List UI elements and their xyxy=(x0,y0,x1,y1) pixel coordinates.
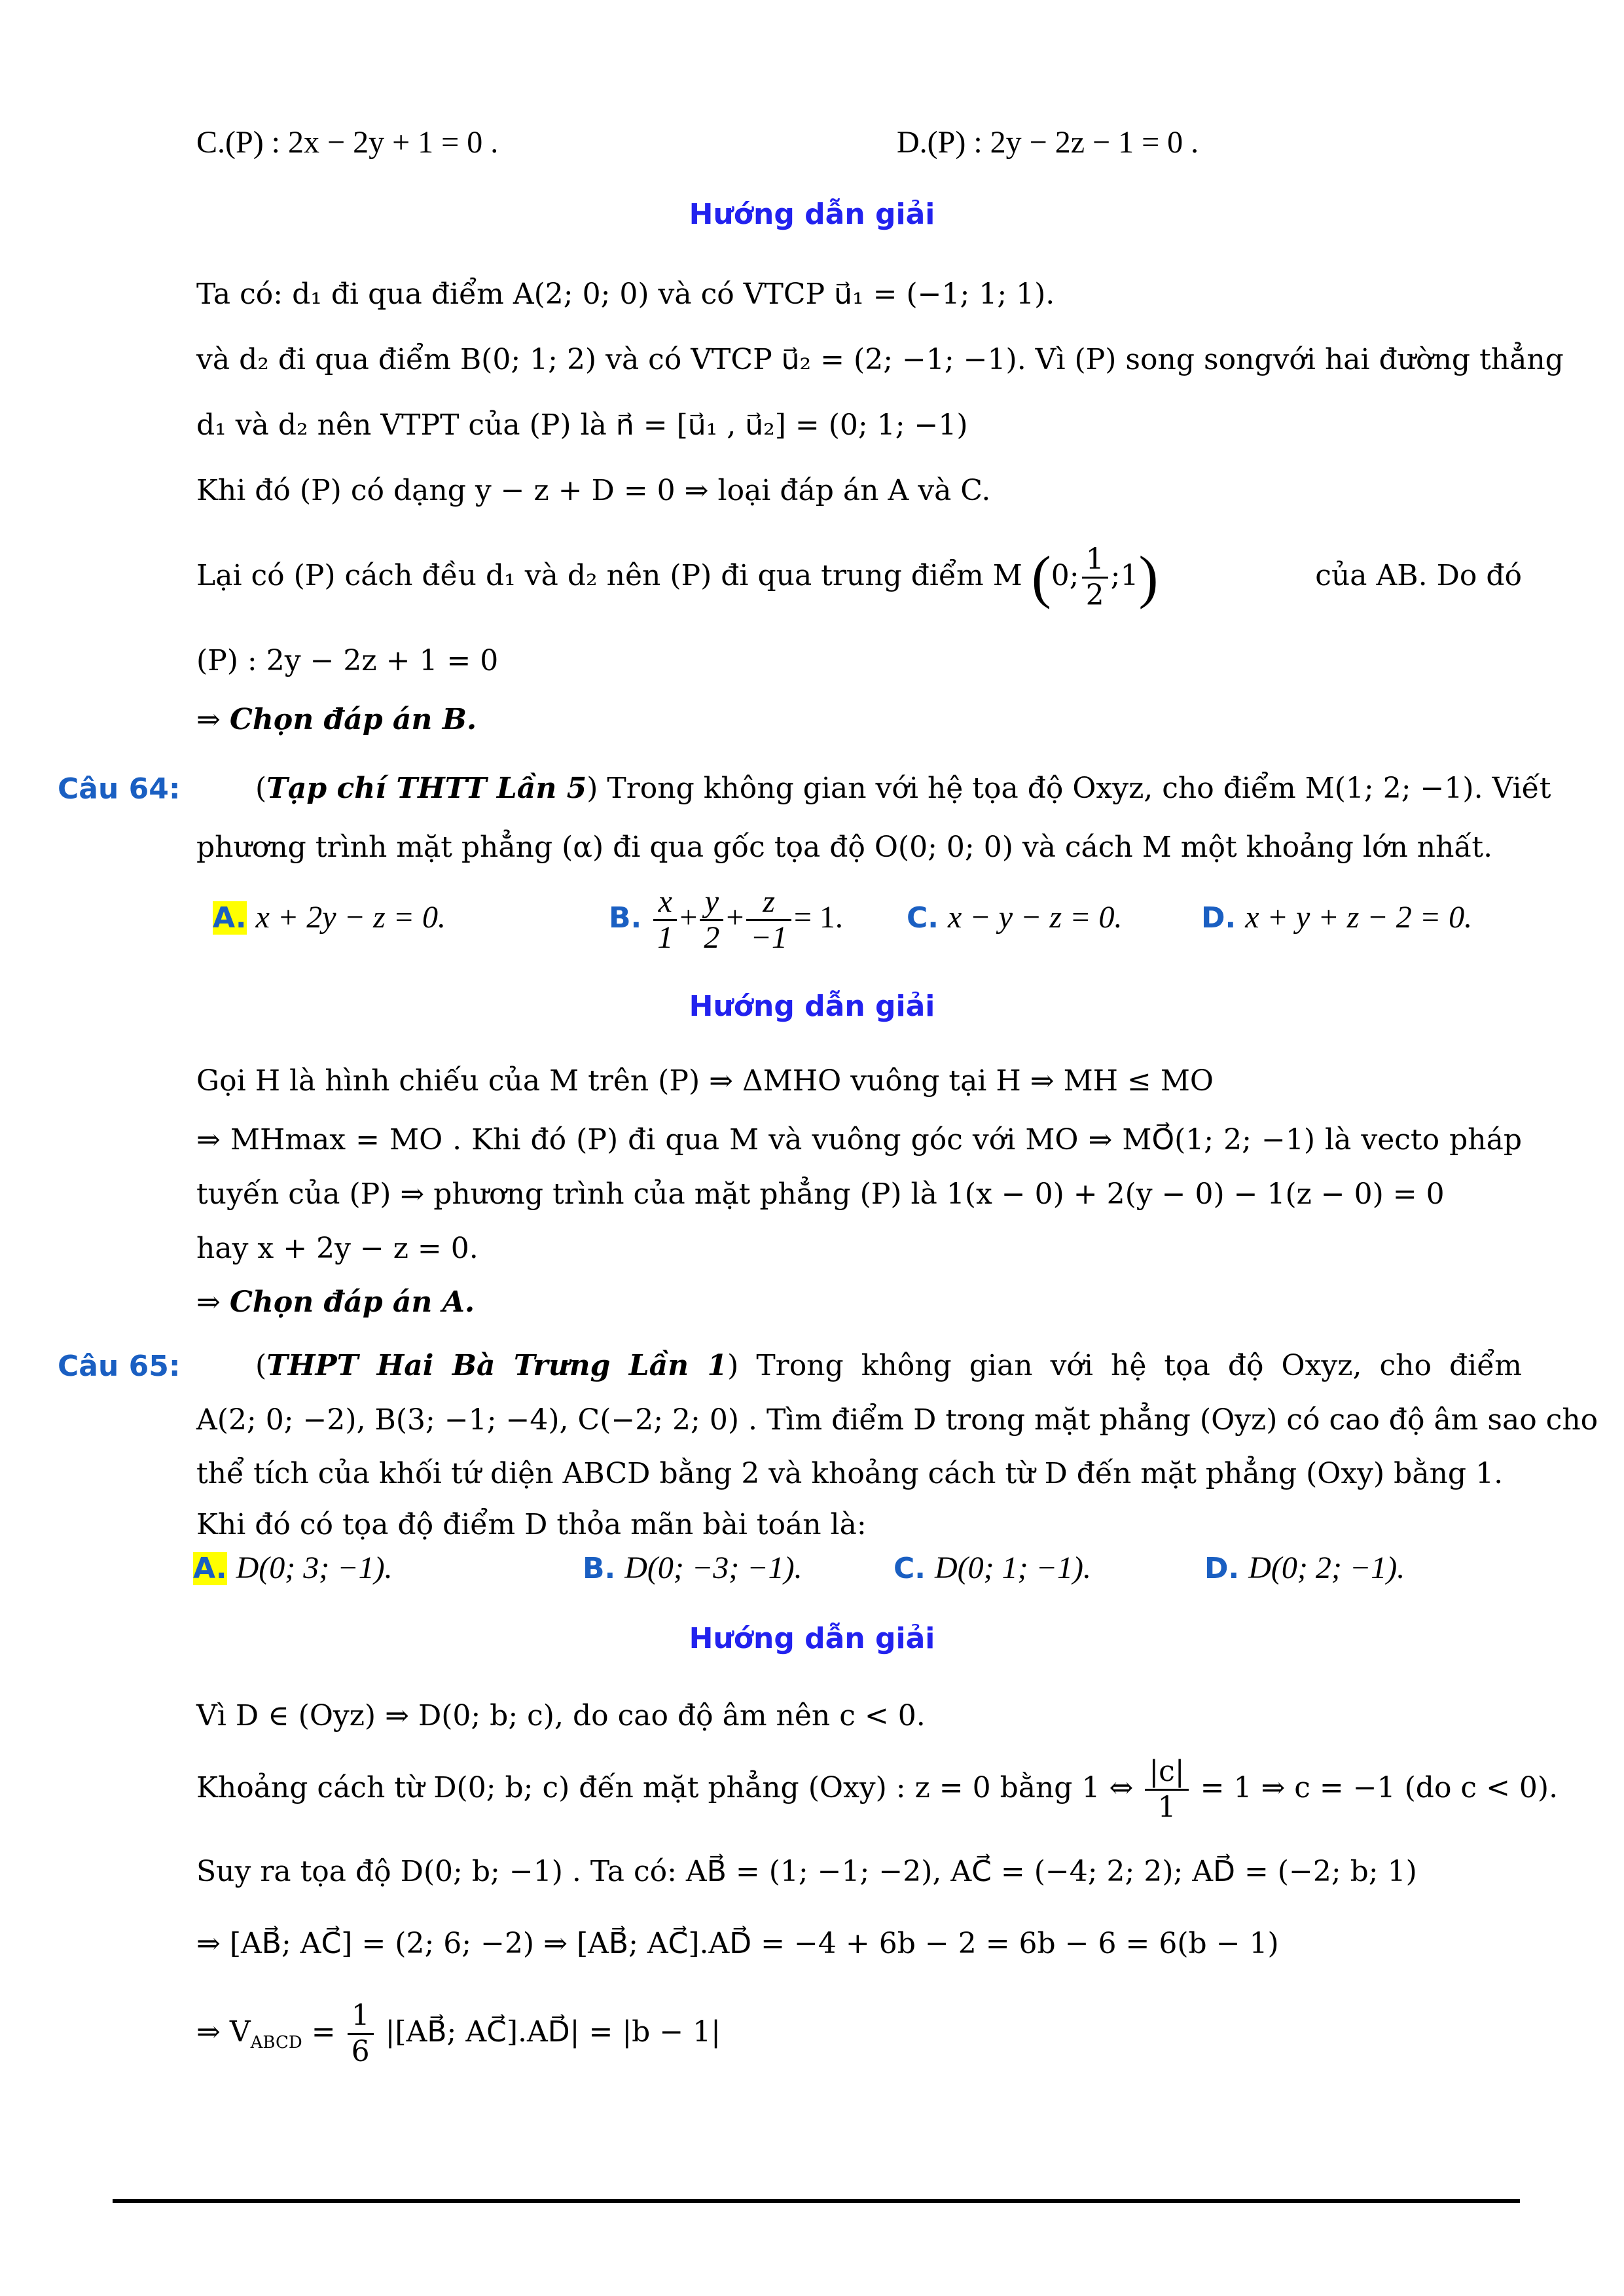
question-65-label: Câu 65: xyxy=(58,1350,181,1383)
q64-option-a[interactable] xyxy=(213,898,446,938)
implies-arrow: ⇒ xyxy=(196,1285,221,1319)
q64-solution-line-3: tuyến của (P) ⇒ phương trình của mặt phẳng (P) là 1(x − 0) + 2(y − 0) − 1(z − 0) = 0 xyxy=(196,1177,1445,1211)
fraction-denominator: 6 xyxy=(351,2035,370,2068)
q65-solution-line-1: Vì D ∈ (Oyz) ⇒ D(0; b; c), do cao độ âm nên c < 0. xyxy=(196,1699,926,1732)
question-65-line-4: Khi đó có tọa độ điểm D thỏa mãn bài toán là: xyxy=(196,1508,867,1541)
question-64-label: Câu 64: xyxy=(58,772,181,806)
implies-arrow: ⇒ xyxy=(196,703,221,736)
q64-solution-line-1: Gọi H là hình chiếu của M trên (P) ⇒ ΔMHO vuông tại H ⇒ MH ≤ MO xyxy=(196,1064,1214,1098)
q63-midpoint-left: 0; xyxy=(1051,559,1079,592)
fraction-numerator: 1 xyxy=(1082,543,1108,579)
q65-volume-eq: = xyxy=(302,2015,336,2049)
q63-midpoint-right: ;1 xyxy=(1110,559,1139,592)
q63-solution-line-6: (P) : 2y − 2z + 1 = 0 xyxy=(196,644,499,677)
q65-option-b[interactable] xyxy=(583,1549,803,1588)
q65-solution-line-5 xyxy=(196,1990,1522,2075)
q64-frac-z: $\frac{z}{-1}$ xyxy=(746,885,791,955)
q65-option-d[interactable] xyxy=(1204,1549,1405,1588)
q63-line5-text-a: Lại có (P) cách đều d₁ và d₂ nên (P) đi qua trung điểm M xyxy=(196,559,1022,592)
q65-volume-rest: |[AB⃗; AC⃗].AD⃗| = |b − 1| xyxy=(385,2015,721,2049)
q65-volume-fraction xyxy=(348,1999,374,2069)
solution-heading-q65: Hướng dẫn giải xyxy=(689,1622,935,1655)
question-65-line-1: (THPT Hai Bà Trưng Lần 1) Trong không gian với hệ tọa độ Oxyz, cho điểm xyxy=(255,1349,1522,1382)
q64-option-d-label: D. xyxy=(1201,901,1236,935)
question-64-source: Tạp chí THTT Lần 5 xyxy=(266,772,587,805)
option-d-carry: D.(P) : 2y − 2z − 1 = 0 . xyxy=(897,125,1199,160)
question-65-line-1-rest: ) Trong không gian với hệ tọa độ Oxyz, cho điểm xyxy=(727,1349,1522,1382)
fraction-denominator: 2 xyxy=(1085,579,1104,612)
fraction-numerator: 1 xyxy=(348,1999,374,2035)
q63-solution-line-3: d₁ và d₂ nên VTPT của (P) là n⃗ = [u⃗₁ , u⃗₂] = (0; 1; −1) xyxy=(196,408,968,442)
option-c-carry: C.(P) : 2x − 2y + 1 = 0 . xyxy=(196,125,499,160)
q64-solution-line-2: ⇒ MHmax = MO . Khi đó (P) đi qua M và vuông góc với MO ⇒ MO⃗(1; 2; −1) là vecto pháp xyxy=(196,1123,1522,1157)
q65-distance-fraction xyxy=(1145,1755,1188,1825)
q64-option-b-label: B. xyxy=(609,901,642,935)
solution-heading-q63: Hướng dẫn giải xyxy=(689,198,935,231)
q63-solution-line-2: và d₂ đi qua điểm B(0; 1; 2) và có VTCP u⃗₂ = (2; −1; −1). Vì (P) song songvới hai đường thẳng xyxy=(196,343,1564,376)
left-paren: ( xyxy=(1031,545,1051,610)
q63-solution-line-5 xyxy=(196,537,1522,615)
q63-midpoint-fraction xyxy=(1082,543,1108,613)
q65-option-d-label: D. xyxy=(1204,1552,1240,1585)
question-64-line-1-rest: ) Trong không gian với hệ tọa độ Oxyz, cho điểm M(1; 2; −1). Viết xyxy=(586,772,1551,805)
q64-option-a-label: A. xyxy=(213,901,247,935)
q64-answer-text: Chọn đáp án A. xyxy=(229,1285,475,1319)
right-paren: ) xyxy=(1138,545,1159,610)
q64-option-c-text: x − y − z = 0. xyxy=(948,900,1123,935)
question-65-line-3: thể tích của khối tứ diện ABCD bằng 2 và khoảng cách từ D đến mặt phẳng (Oxy) bằng 1. xyxy=(196,1457,1504,1490)
q63-line5-text-b: của AB. Do đó xyxy=(1315,559,1522,592)
q65-volume-prefix: ⇒ V xyxy=(196,2015,251,2049)
question-65-source: THPT Hai Bà Trưng Lần 1 xyxy=(266,1349,728,1382)
q65-option-c-text: D(0; 1; −1). xyxy=(935,1551,1092,1585)
q64-frac-x: $\frac{x}{1}$ xyxy=(653,885,677,955)
fraction-numerator: |c| xyxy=(1145,1755,1188,1791)
q64-solution-line-4: hay x + 2y − z = 0. xyxy=(196,1232,478,1265)
q63-answer xyxy=(196,700,1522,740)
q65-option-b-label: B. xyxy=(583,1552,616,1585)
q65-option-a-label: A. xyxy=(193,1552,227,1585)
q65-option-a[interactable] xyxy=(193,1549,393,1588)
q65-solution-line-3: Suy ra tọa độ D(0; b; −1) . Ta có: AB⃗ = (1; −1; −2), AC⃗ = (−4; 2; 2); AD⃗ = (−2; b; 1) xyxy=(196,1855,1417,1888)
q63-solution-line-4: Khi đó (P) có dạng y − z + D = 0 ⇒ loại đáp án A và C. xyxy=(196,474,991,507)
q65-option-c-label: C. xyxy=(893,1552,926,1585)
q65-option-d-text: D(0; 2; −1). xyxy=(1248,1551,1405,1585)
question-65-line-2: A(2; 0; −2), B(3; −1; −4), C(−2; 2; 0) . Tìm điểm D trong mặt phẳng (Oyz) có cao độ âm sao cho xyxy=(196,1403,1598,1437)
q64-option-c-label: C. xyxy=(907,901,939,935)
q64-option-c[interactable] xyxy=(907,898,1122,938)
fraction-denominator: 1 xyxy=(1157,1791,1176,1824)
q65-option-a-text: D(0; 3; −1). xyxy=(236,1551,393,1585)
q63-answer-text: Chọn đáp án B. xyxy=(229,703,477,736)
q64-option-b[interactable]: B. $\frac{x}{1}$ + $\frac{y}{2}$ + $\frac{z}{-1}$ = 1. xyxy=(609,884,843,955)
q63-solution-line-1: Ta có: d₁ đi qua điểm A(2; 0; 0) và có VTCP u⃗₁ = (−1; 1; 1). xyxy=(196,278,1055,311)
q65-solution-line-4: ⇒ [AB⃗; AC⃗] = (2; 6; −2) ⇒ [AB⃗; AC⃗].AD⃗ = −4 + 6b − 2 = 6b − 6 = 6(b − 1) xyxy=(196,1927,1279,1960)
footer-rule xyxy=(113,2199,1520,2203)
q65-solution-line-2 xyxy=(196,1749,1559,1827)
q64-frac-y: $\frac{y}{2}$ xyxy=(700,885,723,955)
q64-option-d[interactable] xyxy=(1201,898,1472,938)
question-64-line-2: phương trình mặt phẳng (α) đi qua gốc tọa độ O(0; 0; 0) và cách M một khoảng lớn nhất. xyxy=(196,831,1493,864)
q64-option-b-eq: = 1. xyxy=(793,900,843,935)
q64-option-a-text: x + 2y − z = 0. xyxy=(255,900,446,935)
question-64-line-1: (Tạp chí THTT Lần 5) Trong không gian với hệ tọa độ Oxyz, cho điểm M(1; 2; −1). Viết xyxy=(255,772,1551,805)
q65-line2-text-b: = 1 ⇒ c = −1 (do c < 0). xyxy=(1200,1771,1559,1804)
q65-line2-text-a: Khoảng cách từ D(0; b; c) đến mặt phẳng (Oxy) : z = 0 bằng 1 ⇔ xyxy=(196,1771,1134,1804)
q64-option-d-text: x + y + z − 2 = 0. xyxy=(1245,900,1473,935)
q65-option-b-text: D(0; −3; −1). xyxy=(624,1551,803,1585)
q64-answer xyxy=(196,1283,1522,1322)
solution-heading-q64: Hướng dẫn giải xyxy=(689,990,935,1023)
q65-volume-subscript: ABCD xyxy=(250,2032,302,2053)
q65-option-c[interactable] xyxy=(893,1549,1091,1588)
